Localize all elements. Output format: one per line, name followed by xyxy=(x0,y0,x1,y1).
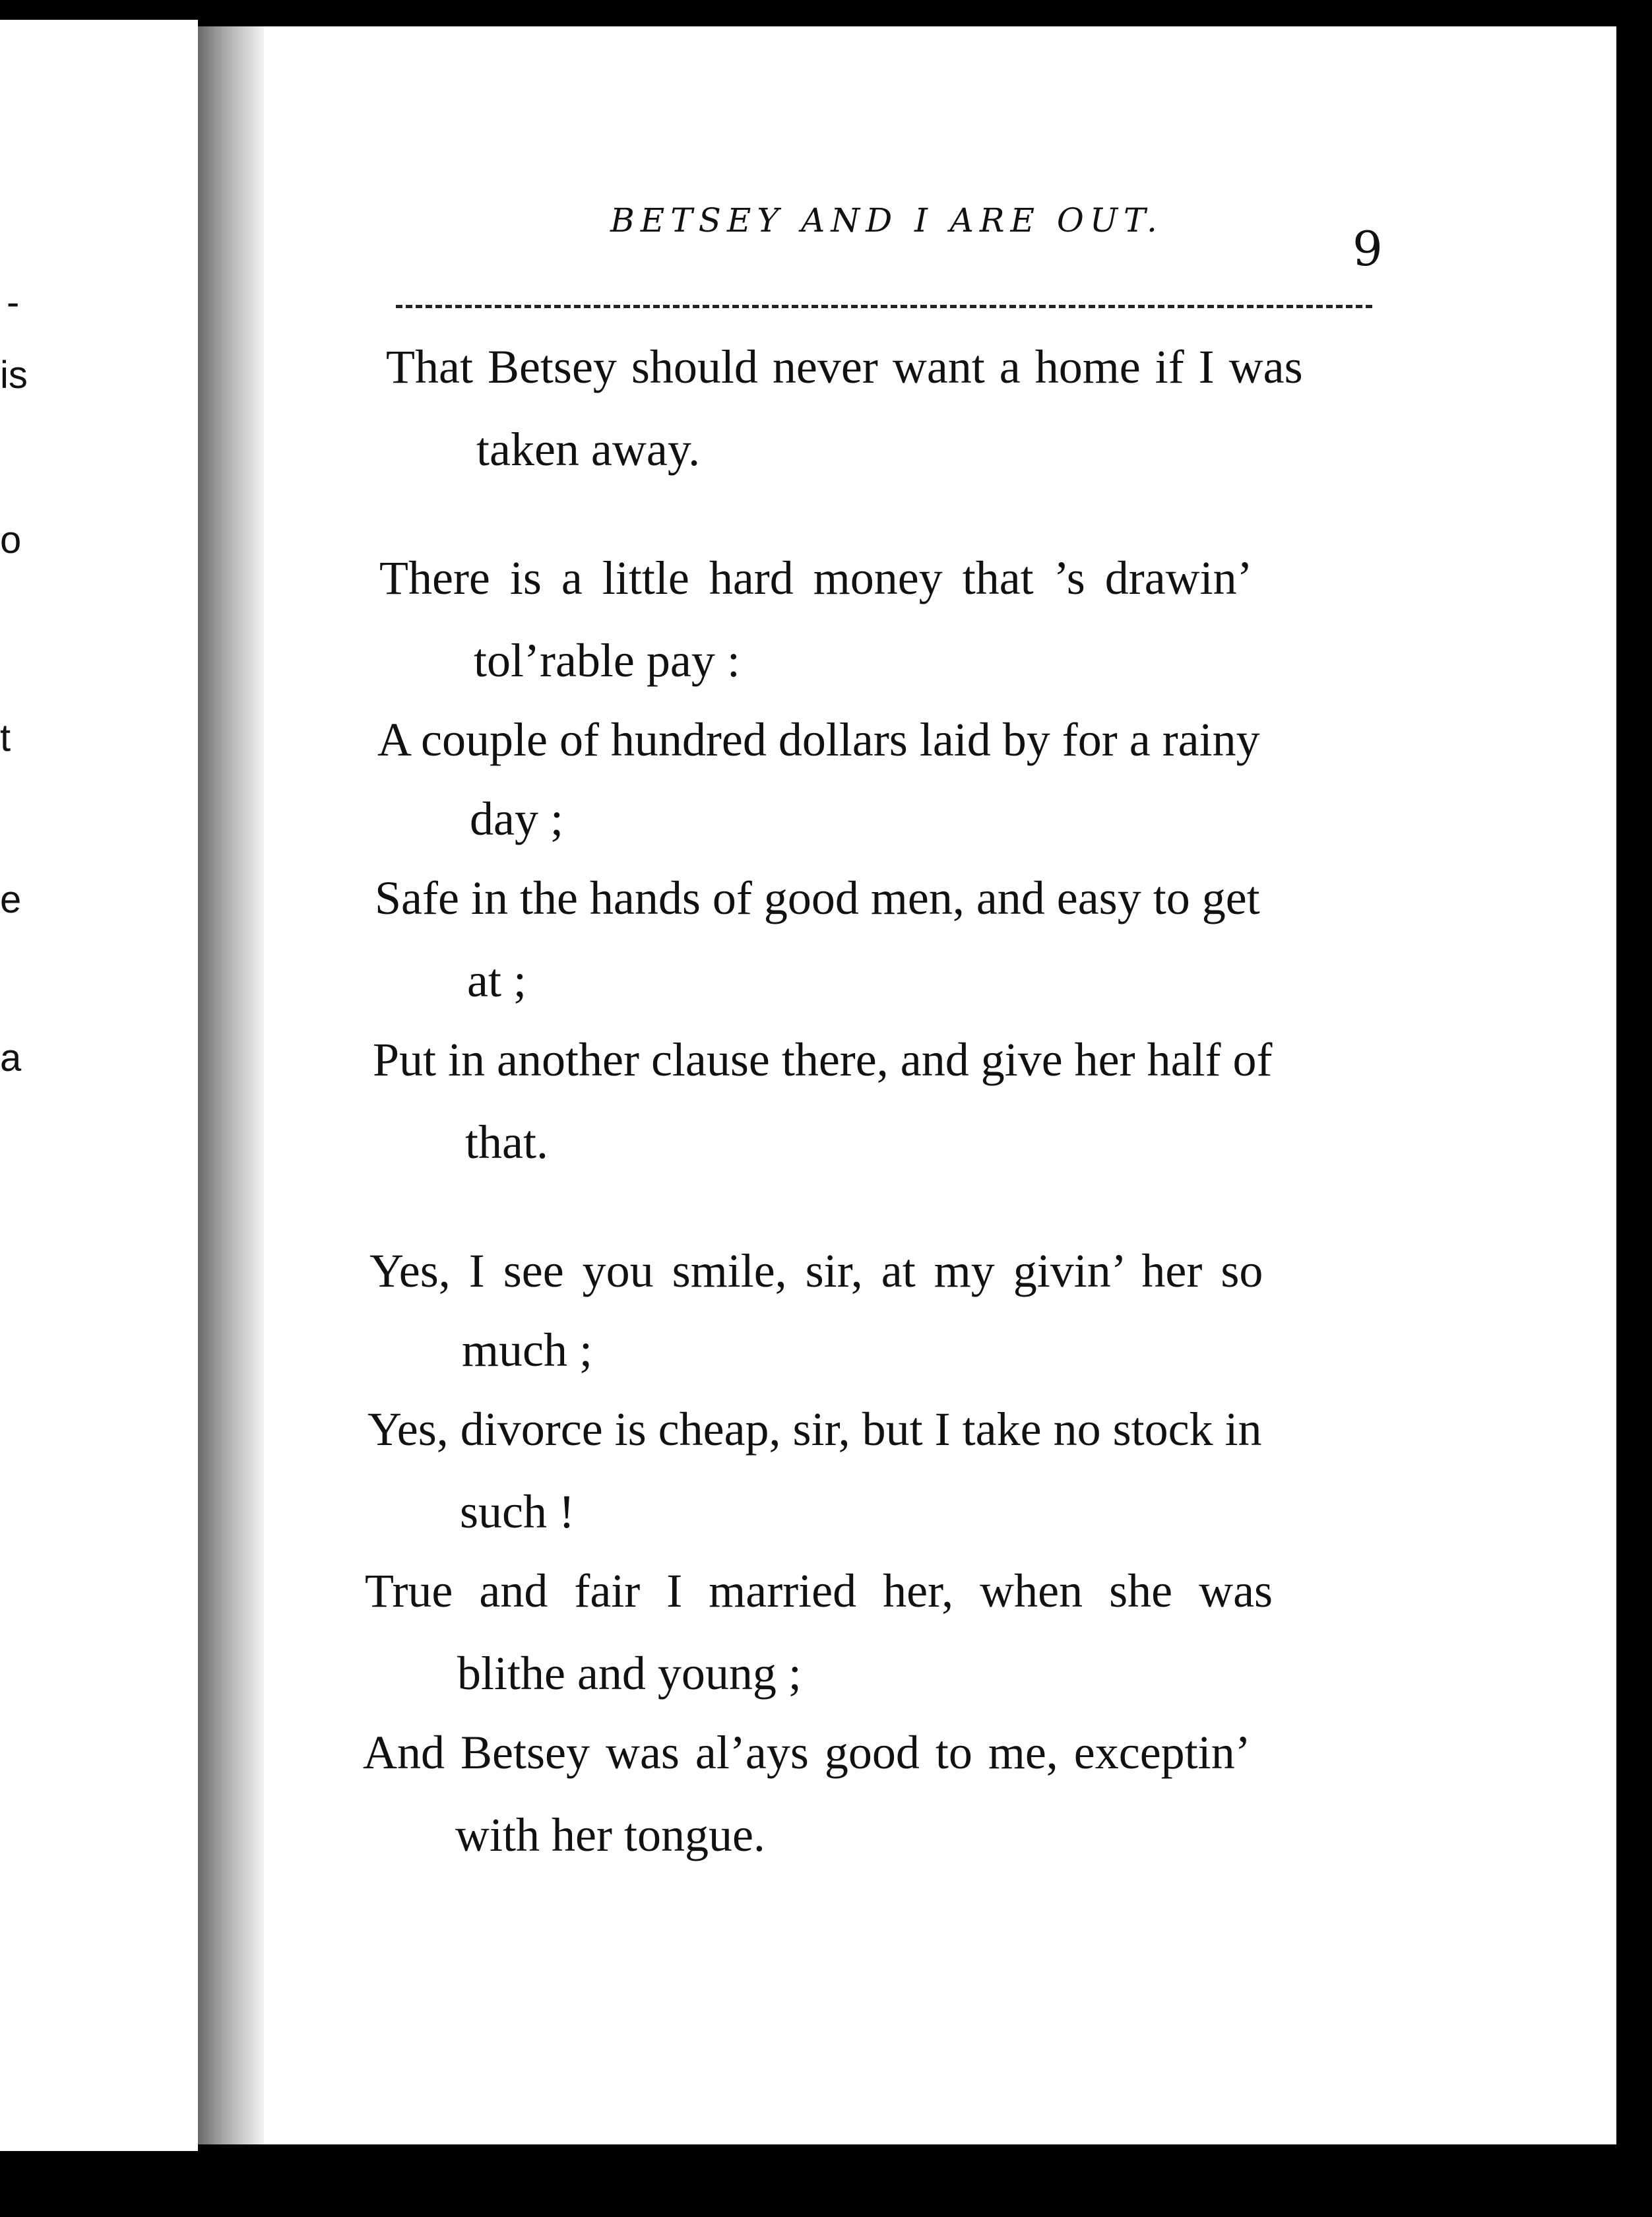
verse-line: at ; xyxy=(467,954,526,1007)
left-edge-fragment: is xyxy=(0,354,28,397)
verse-line: tol’rable pay : xyxy=(474,634,740,687)
left-edge-fragment: o xyxy=(0,519,22,562)
verse-line: A couple of hundred dollars laid by for a rainy xyxy=(377,713,1260,766)
header-rule xyxy=(396,305,1372,308)
page-number: 9 xyxy=(1352,221,1383,276)
running-head: BETSEY AND I ARE OUT. xyxy=(610,201,1163,240)
verse-line: Yes, divorce is cheap, sir, but I take no stock in xyxy=(367,1403,1262,1456)
verse-line: such ! xyxy=(460,1485,575,1538)
verse-line: That Betsey should never want a home if I was xyxy=(386,340,1303,393)
verse-line: taken away. xyxy=(476,423,701,476)
verse-line: much ; xyxy=(462,1324,592,1376)
verse-line: that. xyxy=(465,1116,548,1169)
verse-line: Put in another clause there, and give her half of xyxy=(373,1033,1273,1086)
verse-line: Yes, I see you smile, sir, at my givin’ her so xyxy=(369,1244,1263,1297)
left-page-edge xyxy=(0,20,198,2151)
verse-line: with her tongue. xyxy=(455,1809,765,1861)
left-edge-fragment: - xyxy=(7,281,20,324)
verse-line: Safe in the hands of good men, and easy to get xyxy=(375,872,1260,924)
book-gutter xyxy=(198,26,264,2144)
left-edge-fragment: e xyxy=(0,878,22,921)
verse-line: True and fair I married her, when she was xyxy=(365,1564,1273,1617)
left-edge-fragment: t xyxy=(0,717,11,759)
verse-line: day ; xyxy=(470,792,563,845)
verse-line: blithe and young ; xyxy=(457,1647,802,1700)
verse-line: And Betsey was al’ays good to me, exceptin’ xyxy=(363,1726,1251,1779)
verse-line: There is a little hard money that ’s drawin’ xyxy=(379,552,1253,604)
left-edge-fragment: a xyxy=(0,1037,22,1079)
